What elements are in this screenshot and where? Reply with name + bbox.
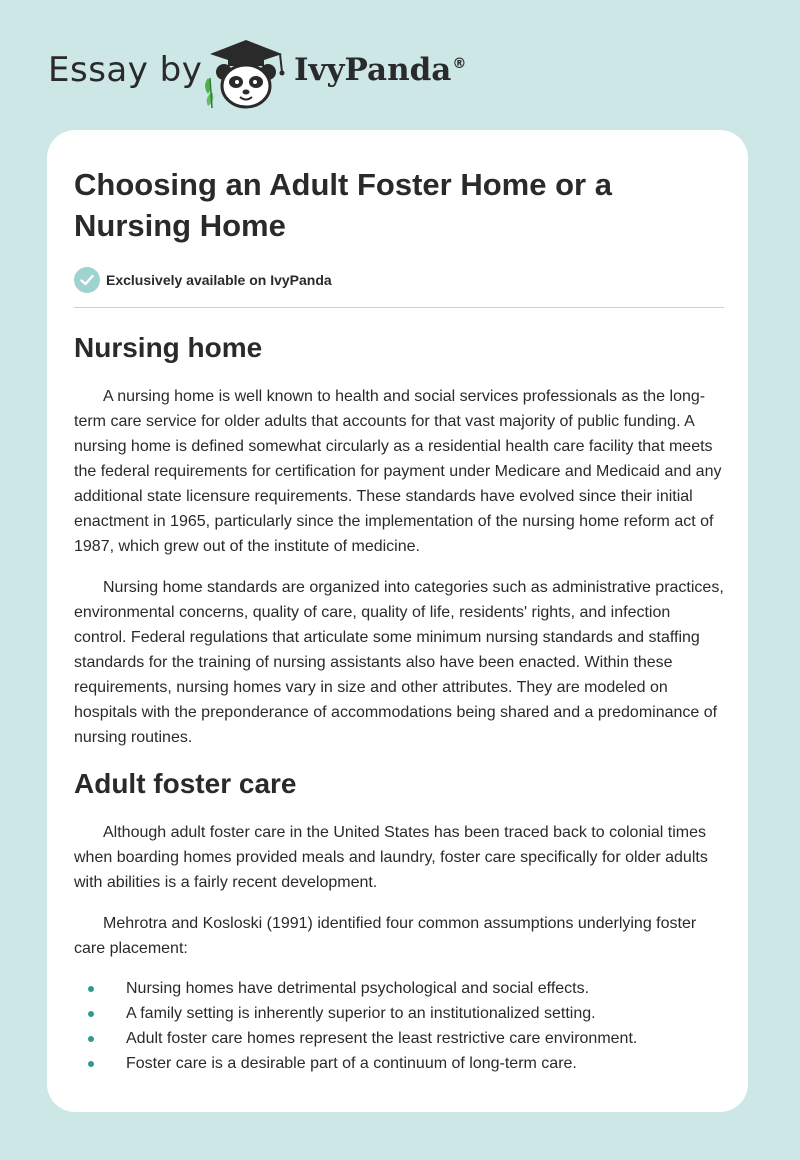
list-item: [74, 1051, 724, 1076]
paragraph: A nursing home is well known to health and social services professionals as the long-term care service for older adults that accounts for that vast majority of public funding. A nursing home is defined somewhat circularly as a residential health care facility that meets the federal requirements for certification for payment under Medicare and Medicaid and any additional state licensure requirements. These standards have evolved since their initial enactment in 1965, particularly since the implementation of the nursing home reform act of 1987, which grew out of the institute of medicine.: [74, 388, 722, 555]
assumptions-list: [74, 976, 724, 1076]
bullet-icon: [88, 1036, 94, 1042]
list-item-text: Nursing homes have detrimental psychological and social effects.: [126, 980, 590, 997]
page-title: Choosing an Adult Foster Home or a Nursing Home: [74, 167, 612, 243]
panda-logo-icon[interactable]: [200, 34, 292, 112]
paragraph: Although adult foster care in the United States has been traced back to colonial times when boarding homes provided meals and laundry, foster care specifically for older adults with abilities is a fairly recent development.: [74, 824, 708, 891]
list-item: [74, 976, 724, 1001]
list-item-text: Adult foster care homes represent the least restrictive care environment.: [126, 1030, 638, 1047]
section-heading-adult-foster-care: Adult foster care: [74, 768, 297, 799]
check-icon: [74, 267, 100, 293]
exclusive-badge: [74, 267, 724, 293]
registered-mark: ®: [452, 56, 467, 72]
paragraph: Nursing home standards are organized into categories such as administrative practices, environmental concerns, quality of care, quality of life, residents' rights, and infection control. Federal regulations that articulate some minimum nursing standards and staffing standards for the training of nursing assistants also have been enacted. Within these requirements, nursing homes vary in size and other attributes. They are modeled on hospitals with the preponderance of accommodations being shared and a predominance of nursing routines.: [74, 579, 724, 746]
paragraph: Mehrotra and Kosloski (1991) identified four common assumptions underlying foster care placement:: [74, 915, 697, 957]
essay-content: [74, 164, 724, 1076]
essay-card: [47, 130, 748, 1112]
essay-by-label: Essay by: [48, 50, 203, 90]
list-item-text: Foster care is a desirable part of a continuum of long-term care.: [126, 1055, 577, 1072]
exclusive-label: Exclusively available on IvyPanda: [106, 272, 332, 288]
list-item: [74, 1026, 724, 1051]
bullet-icon: [88, 1011, 94, 1017]
brand-name[interactable]: [294, 52, 466, 88]
site-header: [0, 0, 800, 130]
list-item-text: A family setting is inherently superior to an institutionalized setting.: [126, 1005, 596, 1022]
brand-name-text: IvyPanda: [294, 52, 452, 88]
section-heading-nursing-home: Nursing home: [74, 332, 263, 363]
bullet-icon: [88, 986, 94, 992]
bullet-icon: [88, 1061, 94, 1067]
title-divider: [74, 307, 724, 308]
list-item: [74, 1001, 724, 1026]
